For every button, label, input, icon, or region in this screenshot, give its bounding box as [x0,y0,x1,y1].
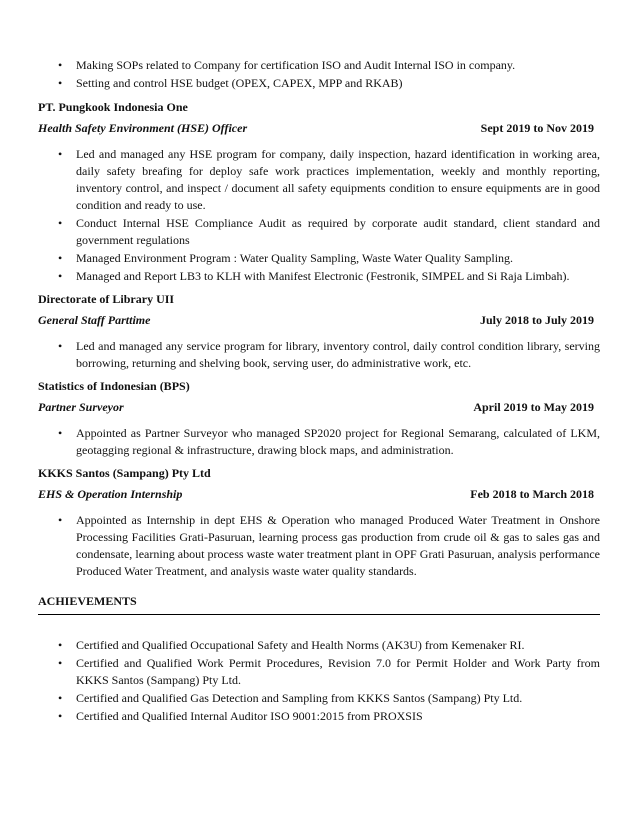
job-entry [38,291,600,372]
job-entry [38,99,600,285]
list-item: • Certified and Qualified Internal Auditor ISO 9001:2015 from PROXSIS [38,708,600,725]
job-entry [38,378,600,459]
achievements-heading: ACHIEVEMENTS [38,593,600,615]
list-item: • Setting and control HSE budget (OPEX, CAPEX, MPP and RKAB) [38,75,600,92]
list-item: • Certified and Qualified Gas Detection and Sampling from KKKS Santos (Sampang) Pty Ltd. [38,690,600,707]
company-name: KKKS Santos (Sampang) Pty Ltd [38,466,211,480]
job-entry [38,465,600,580]
role-row [38,399,600,416]
job-bullet-list [38,338,600,372]
list-item: • Conduct Internal HSE Compliance Audit as required by corporate audit standard, client standard and government regulations [38,215,600,249]
company-name: Directorate of Library UII [38,292,175,306]
role-dates: July 2018 to July 2019 [479,313,594,327]
role-title: General Staff Parttime [38,313,151,327]
list-item: • Certified and Qualified Occupational Safety and Health Norms (AK3U) from Kemenaker RI. [38,637,600,654]
achievements-list [38,637,600,725]
role-row [38,486,600,503]
role-title: Partner Surveyor [38,400,124,414]
role-dates: Feb 2018 to March 2018 [470,487,594,501]
role-title: EHS & Operation Internship [38,487,183,501]
job-bullet-list [38,146,600,285]
list-item: • Managed Environment Program : Water Quality Sampling, Waste Water Quality Sampling. [38,250,600,267]
list-item: • Led and managed any HSE program for company, daily inspection, hazard identification in working area, daily safety breafing for deploy safe work practices implementation, weekly and monthly reporting, inventory control, and inspect / document all safety equipments condition to ensure equipments are in good condition and ready to use. [38,146,600,214]
top-bullet-list [38,57,600,92]
role-dates: Sept 2019 to Nov 2019 [480,121,594,135]
role-dates: April 2019 to May 2019 [473,400,594,414]
role-row [38,312,600,329]
company-name: Statistics of Indonesian (BPS) [38,379,190,393]
job-bullet-list [38,425,600,459]
list-item: • Led and managed any service program for library, inventory control, daily control condition library, serving borrowing, returning and shelving book, serving user, do administrative work, etc. [38,338,600,372]
company-name: PT. Pungkook Indonesia One [38,100,188,114]
list-item: • Appointed as Internship in dept EHS & Operation who managed Produced Water Treatment in Onshore Processing Facilities Grati-Pasuruan, learning process gas production from crude oil & gas to sales gas and condensate, learning about process waste water treatment plant in OPF Grati Pasuruan, analysis performance Produced Water Treatment, and analysis waste water quality standards. [38,512,600,580]
job-bullet-list [38,512,600,580]
list-item: • Certified and Qualified Work Permit Procedures, Revision 7.0 for Permit Holder and Work Party from KKKS Santos (Sampang) Pty Ltd. [38,655,600,689]
list-item: • Appointed as Partner Surveyor who managed SP2020 project for Regional Semarang, calculated of LKM, geotagging regional & infrastructure, drawing block maps, and administration. [38,425,600,459]
list-item: • Managed and Report LB3 to KLH with Manifest Electronic (Festronik, SIMPEL and Si Raja Limbah). [38,268,600,285]
role-title: Health Safety Environment (HSE) Officer [38,121,248,135]
role-row [38,120,600,137]
list-item: • Making SOPs related to Company for certification ISO and Audit Internal ISO in company. [38,57,600,74]
